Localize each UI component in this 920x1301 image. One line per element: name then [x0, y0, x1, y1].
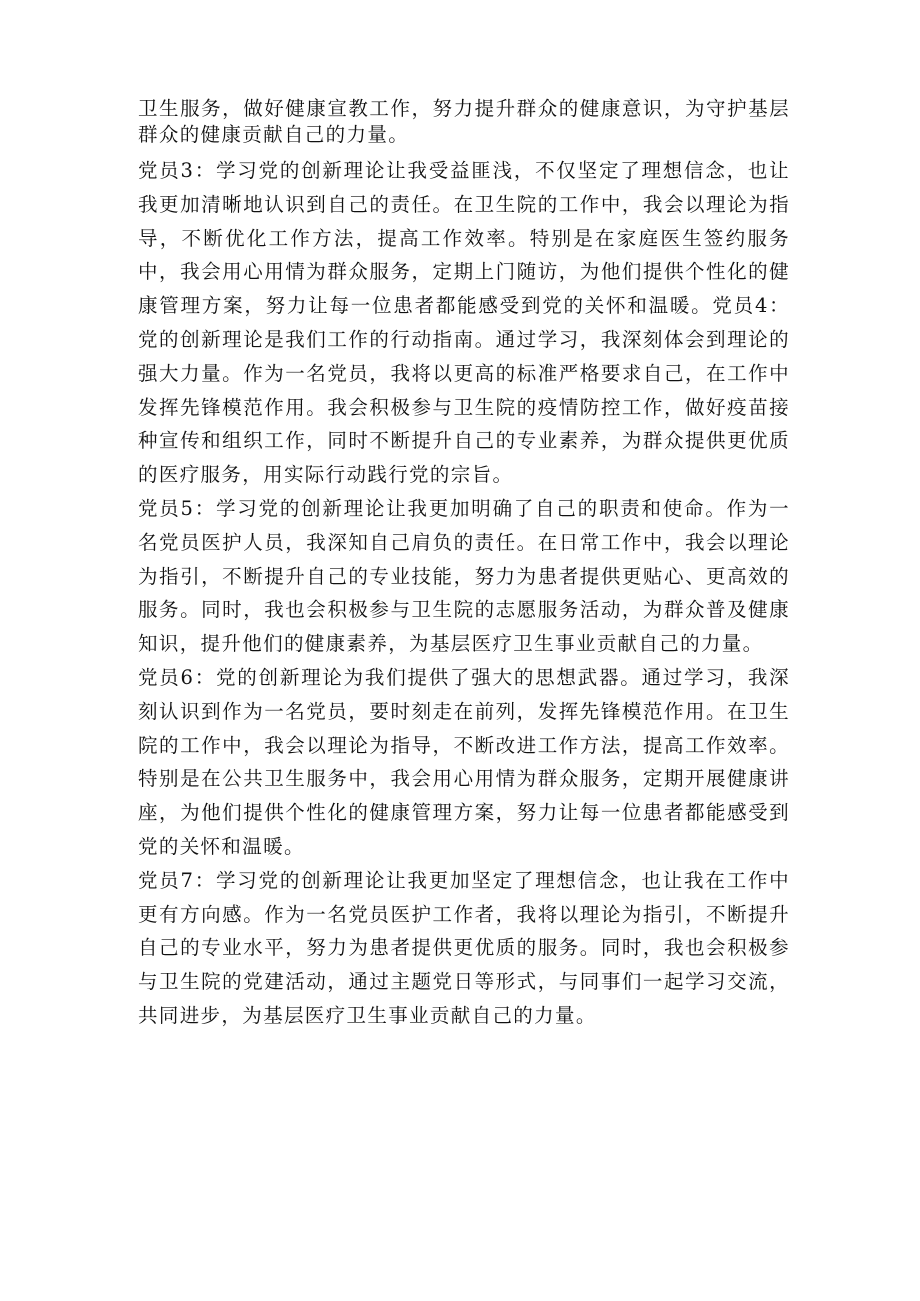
paragraph-member-7: 党员7：学习党的创新理论让我更加坚定了理想信念，也让我在工作中更有方向感。作为一名党员医护工作者，我将以理论为指引，不断提升自己的专业水平，努力为患者提供更优质的服务。同时，我也会积极参与卫生院的党建活动，通过主题党日等形式，与同事们一起学习交流，共同进步，为基层医疗卫生事业贡献自己的力量。 — [138, 868, 790, 1027]
paragraph-member-6: 党员6：党的创新理论为我们提供了强大的思想武器。通过学习，我深刻认识到作为一名党员，要时刻走在前列，发挥先锋模范作用。在卫生院的工作中，我会以理论为指导，不断改进工作方法，提高工作效率。特别是在公共卫生服务中，我会用心用情为群众服务，定期开展健康讲座，为他们提供个性化的健康管理方案，努力让每一位患者都能感受到党的关怀和温暖。 — [138, 665, 790, 858]
paragraph-member-3-4: 党员3：学习党的创新理论让我受益匪浅，不仅坚定了理想信念，也让我更加清晰地认识到自己的责任。在卫生院的工作中，我会以理论为指导，不断优化工作方法，提高工作效率。特别是在家庭医生签约服务中，我会用心用情为群众服务，定期上门随访，为他们提供个性化的健康管理方案，努力让每一位患者都能感受到党的关怀和温暖。党员4：党的创新理论是我们工作的行动指南。通过学习，我深刻体会到理论的强大力量。作为一名党员，我将以更高的标准严格要求自己，在工作中发挥先锋模范作用。我会积极参与卫生院的疫情防控工作，做好疫苗接种宣传和组织工作，同时不断提升自己的专业素养，为群众提供更优质的医疗服务，用实际行动践行党的宗旨。 — [138, 159, 790, 487]
document-page — [138, 96, 790, 1033]
paragraph-member-5: 党员5：学习党的创新理论让我更加明确了自己的职责和使命。作为一名党员医护人员，我深知自己肩负的责任。在日常工作中，我会以理论为指引，不断提升自己的专业技能，努力为患者提供更贴心、更高效的服务。同时，我也会积极参与卫生院的志愿服务活动，为群众普及健康知识，提升他们的健康素养，为基层医疗卫生事业贡献自己的力量。 — [138, 496, 790, 656]
paragraph-continuation: 卫生服务，做好健康宣教工作，努力提升群众的健康意识，为守护基层群众的健康贡献自己的力量。 — [138, 97, 790, 146]
